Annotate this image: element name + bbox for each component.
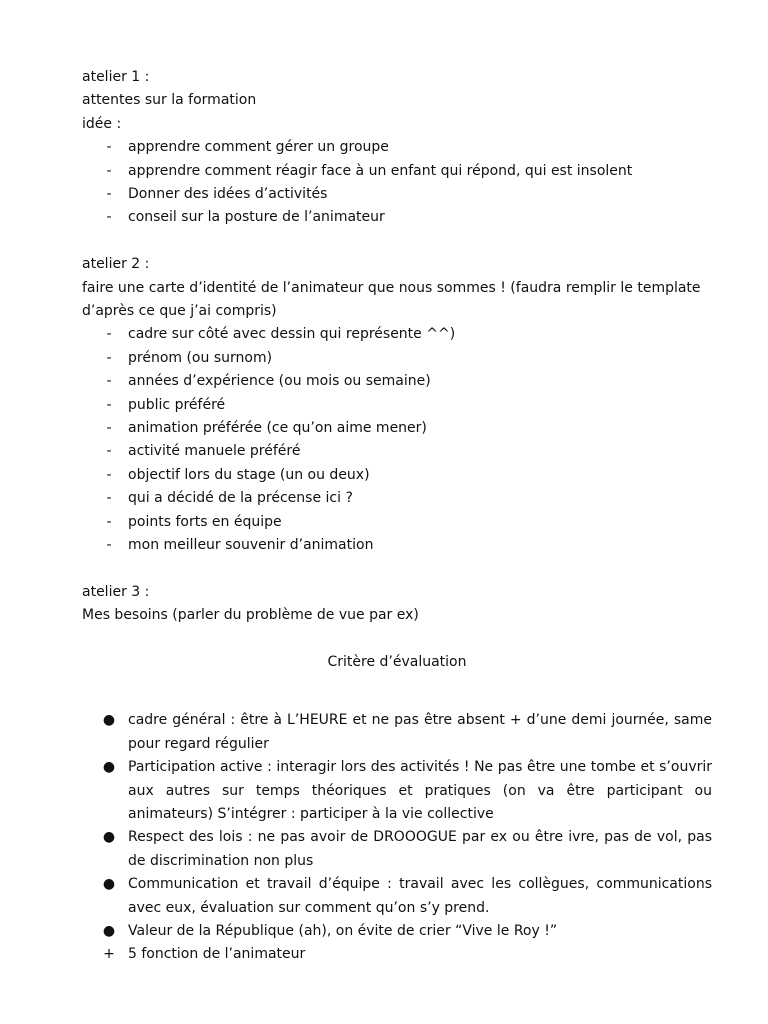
bullet-marker: ● <box>102 923 116 940</box>
dash-marker: - <box>106 185 112 202</box>
list-item: - points forts en équipe <box>82 511 712 534</box>
dash-marker: - <box>106 326 112 343</box>
atelier-2-list <box>82 323 712 557</box>
atelier-1-idea-label: idée : <box>82 115 122 132</box>
list-item: ● Respect des lois : ne pas avoir de DROOOGUE par ex ou être ivre, pas de vol, pas de discrimination non plus <box>82 826 712 873</box>
list-item: - apprendre comment réagir face à un enfant qui répond, qui est insolent <box>82 160 712 183</box>
criteria-plus-list <box>82 943 712 966</box>
list-item: - animation préférée (ce qu’on aime mener) <box>82 417 712 440</box>
dash-marker: - <box>106 490 112 507</box>
dash-marker: - <box>106 139 112 156</box>
list-item: ● cadre général : être à L’HEURE et ne pas être absent + d’une demi journée, same pour regard régulier <box>82 709 712 756</box>
dash-marker: - <box>106 443 112 460</box>
atelier-2-intro-line-2: d’après ce que j’ai compris) <box>82 302 277 319</box>
criteria-list <box>82 709 712 943</box>
plus-marker: + <box>103 946 115 963</box>
list-item: - objectif lors du stage (un ou deux) <box>82 464 712 487</box>
list-item: ● Participation active : interagir lors des activités ! Ne pas être une tombe et s’ouvrir aux autres sur temps théoriques et pratiques (on va être participant ou animateurs) S’intégrer : participer à la vie collective <box>82 756 712 826</box>
bullet-marker: ● <box>102 712 116 729</box>
dash-marker: - <box>106 396 112 413</box>
list-item: ● Communication et travail d’équipe : travail avec les collègues, communications avec eux, évaluation sur comment qu’on s’y prend. <box>82 873 712 920</box>
dash-marker: - <box>106 373 112 390</box>
list-item: - cadre sur côté avec dessin qui représente ^^) <box>82 323 712 346</box>
list-item: - mon meilleur souvenir d’animation <box>82 534 712 557</box>
document-page <box>82 66 712 967</box>
dash-marker: - <box>106 349 112 366</box>
criteria-title: Critère d’évaluation <box>327 653 467 670</box>
list-item: - conseil sur la posture de l’animateur <box>82 206 712 229</box>
dash-marker: - <box>106 419 112 436</box>
atelier-2-intro-line-1: faire une carte d’identité de l’animateur que nous sommes ! (faudra remplir le template <box>82 279 701 296</box>
atelier-3-heading: atelier 3 : <box>82 583 150 600</box>
atelier-1-list <box>82 136 712 230</box>
list-item: ● Valeur de la République (ah), on évite de crier “Vive le Roy !” <box>82 920 712 943</box>
list-item: - années d’expérience (ou mois ou semaine) <box>82 370 712 393</box>
list-item: + 5 fonction de l’animateur <box>82 943 712 966</box>
dash-marker: - <box>106 162 112 179</box>
list-item: - apprendre comment gérer un groupe <box>82 136 712 159</box>
list-item: - Donner des idées d’activités <box>82 183 712 206</box>
atelier-1-heading: atelier 1 : <box>82 69 150 85</box>
list-item: - prénom (ou surnom) <box>82 347 712 370</box>
dash-marker: - <box>106 513 112 530</box>
list-item: - public préféré <box>82 394 712 417</box>
atelier-1-subtitle: attentes sur la formation <box>82 92 257 109</box>
list-item: - qui a décidé de la précense ici ? <box>82 487 712 510</box>
list-item: - activité manuele préféré <box>82 440 712 463</box>
atelier-2-heading: atelier 2 : <box>82 256 150 273</box>
dash-marker: - <box>106 466 112 483</box>
dash-marker: - <box>106 209 112 226</box>
bullet-marker: ● <box>102 759 116 776</box>
dash-marker: - <box>106 537 112 554</box>
bullet-marker: ● <box>102 829 116 846</box>
atelier-3-text: Mes besoins (parler du problème de vue par ex) <box>82 607 419 624</box>
bullet-marker: ● <box>102 876 116 893</box>
